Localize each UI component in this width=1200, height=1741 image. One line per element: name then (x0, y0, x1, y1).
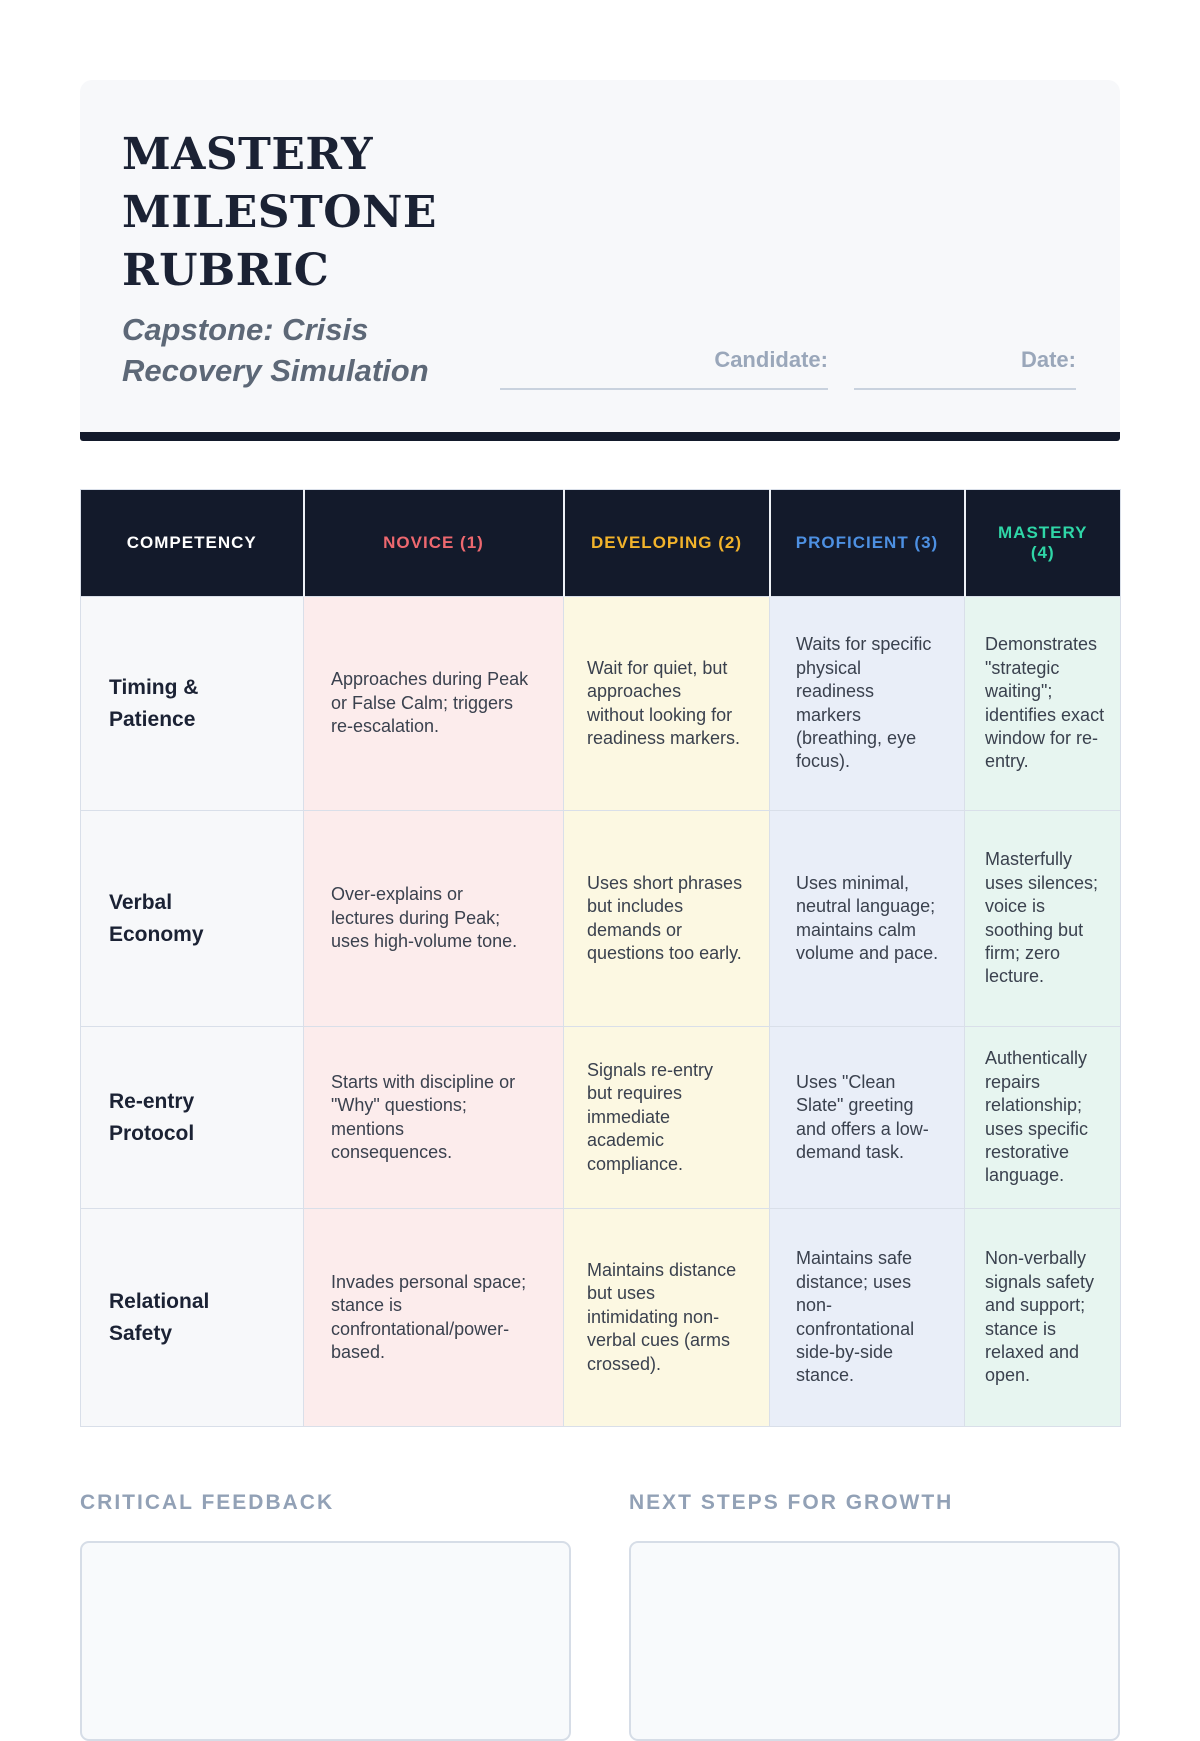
column-header-competency: COMPETENCY (81, 490, 304, 597)
next-steps-column (629, 1491, 1120, 1741)
proficient-cell: Uses "Clean Slate" greeting and offers a low-demand task. (770, 1027, 965, 1209)
proficient-cell: Uses minimal, neutral language; maintains calm volume and pace. (770, 811, 965, 1027)
novice-cell: Approaches during Peak or False Calm; triggers re-escalation. (304, 597, 564, 811)
table-row (81, 811, 1121, 1027)
column-header-developing: DEVELOPING (2) (564, 490, 770, 597)
column-header-mastery: MASTERY (4) (965, 490, 1121, 597)
novice-cell: Over-explains or lectures during Peak; uses high-volume tone. (304, 811, 564, 1027)
table-row (81, 597, 1121, 811)
developing-cell: Signals re-entry but requires immediate academic compliance. (564, 1027, 770, 1209)
rubric-document (80, 0, 1120, 1741)
critical-feedback-column (80, 1491, 571, 1741)
mastery-cell: Non-verbally signals safety and support; stance is relaxed and open. (965, 1209, 1121, 1427)
developing-cell: Uses short phrases but includes demands or questions too early. (564, 811, 770, 1027)
date-input-line[interactable] (854, 388, 1076, 390)
header-card (80, 80, 1120, 441)
header-fields (500, 347, 1076, 392)
competency-cell: Relational Safety (81, 1209, 304, 1427)
mastery-cell: Authentically repairs relationship; uses specific restorative language. (965, 1027, 1121, 1209)
candidate-label: Candidate: (714, 347, 828, 373)
subtitle: Capstone: Crisis Recovery Simulation (122, 312, 429, 389)
table-header-row (81, 490, 1121, 597)
feedback-section (80, 1491, 1120, 1741)
proficient-cell: Maintains safe distance; uses non-confrontational side-by-side stance. (770, 1209, 965, 1427)
column-header-novice: NOVICE (1) (304, 490, 564, 597)
developing-cell: Wait for quiet, but approaches without looking for readiness markers. (564, 597, 770, 811)
novice-cell: Invades personal space; stance is confrontational/power-based. (304, 1209, 564, 1427)
developing-cell: Maintains distance but uses intimidating non-verbal cues (arms crossed). (564, 1209, 770, 1427)
mastery-cell: Demonstrates "strategic waiting"; identifies exact window for re-entry. (965, 597, 1121, 811)
table-row (81, 1027, 1121, 1209)
candidate-field (500, 347, 828, 390)
candidate-input-line[interactable] (500, 388, 828, 390)
date-label: Date: (1020, 347, 1076, 373)
competency-cell: Timing & Patience (81, 597, 304, 811)
novice-cell: Starts with discipline or "Why" questions; mentions consequences. (304, 1027, 564, 1209)
table-row (81, 1209, 1121, 1427)
competency-cell: Re-entry Protocol (81, 1027, 304, 1209)
mastery-cell: Masterfully uses silences; voice is soothing but firm; zero lecture. (965, 811, 1121, 1027)
page-title: MASTERY MILESTONE RUBRIC (122, 129, 437, 297)
column-header-proficient: PROFICIENT (3) (770, 490, 965, 597)
competency-cell: Verbal Economy (81, 811, 304, 1027)
critical-feedback-heading: CRITICAL FEEDBACK (80, 1491, 335, 1515)
rubric-table (80, 489, 1121, 1427)
next-steps-box[interactable] (629, 1541, 1120, 1741)
title-block (122, 126, 482, 392)
proficient-cell: Waits for specific physical readiness markers (breathing, eye focus). (770, 597, 965, 811)
date-field (854, 347, 1076, 390)
next-steps-heading: NEXT STEPS FOR GROWTH (629, 1491, 954, 1515)
critical-feedback-box[interactable] (80, 1541, 571, 1741)
